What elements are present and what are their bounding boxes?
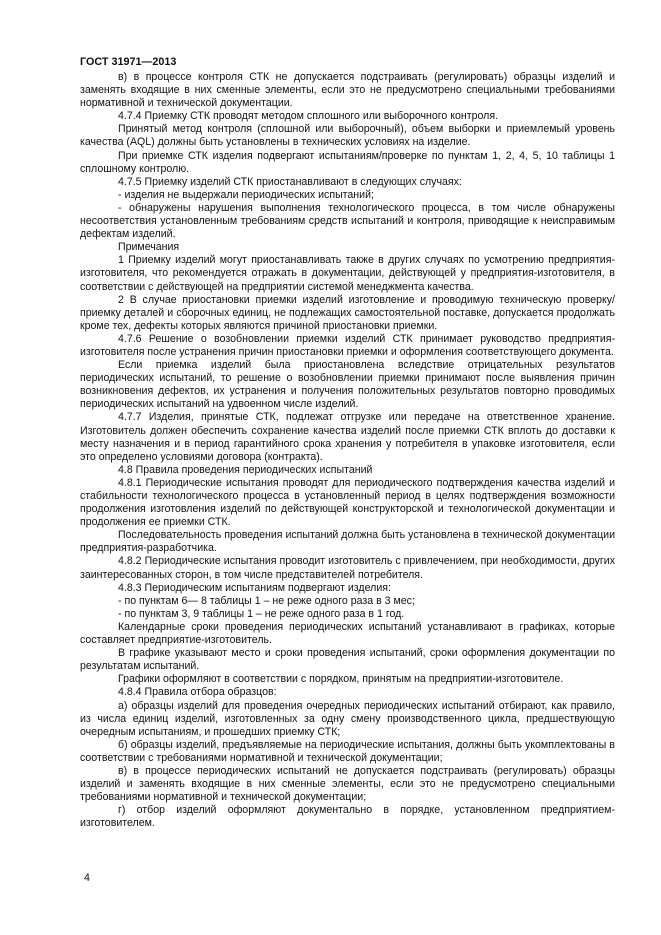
- paragraph: Принятый метод контроля (сплошной или выборочный), объем выборки и приемлемый уровень качества (AQL) должны быть установлены в технических условиях на изделие.: [80, 123, 615, 149]
- paragraph: Последовательность проведения испытаний должна быть установлена в технической документации предприятия-разработчика.: [80, 529, 615, 555]
- paragraph: 4.7.5 Приемку изделий СТК приостанавливают в следующих случаях:: [118, 175, 462, 188]
- list-item: г) отбор изделий оформляют документально в порядке, установленном предприятием-изготовителем.: [80, 804, 615, 830]
- document-header: ГОСТ 31971—2013: [80, 56, 177, 68]
- paragraph: 4.8.3 Периодическим испытаниям подвергают изделия:: [118, 581, 391, 594]
- document-body: [80, 71, 615, 830]
- notes-heading: Примечания: [118, 241, 180, 254]
- paragraph: Календарные сроки проведения периодических испытаний устанавливают в графиках, которые составляет предприятие-изготовитель.: [80, 620, 615, 647]
- paragraph: 4.7.7 Изделия, принятые СТК, подлежат отгрузке или передаче на ответственное хранение. Изготовитель должен обеспечить сохранение качества изделий после приемки СТК вплоть до доставки к месту назначения и в период гарантийного срока хранения у потребителя в упаковке изготовителя, если это определено условиями договора (контракта).: [80, 411, 615, 463]
- paragraph: В графике указывают место и сроки проведения испытаний, сроки оформления документации по результатам испытаний.: [80, 647, 615, 673]
- paragraph: 4.8.1 Периодические испытания проводят для периодического подтверждения качества изделий и стабильности технологического процесса в установленный период в целях подтверждения возможности продолжения изготовления изделий по действующей конструкторской и технологической документации и продолжения ее приемки СТК.: [80, 476, 615, 529]
- paragraph: 4.8.4 Правила отбора образцов:: [118, 686, 277, 699]
- paragraph: в) в процессе контроля СТК не допускается подстраивать (регулировать) образцы изделий и заменять входящие в них сменные элементы, если это не предусмотрено специальными требованиями нормативной и технической документации.: [80, 71, 615, 110]
- list-item: в) в процессе периодических испытаний не допускается подстраивать (регулировать) образцы изделий и заменять входящие в них сменные элементы, если это не предусмотрено специальными требованиями нормативной и технической документации;: [80, 764, 615, 804]
- note-item: 2 В случае приостановки приемки изделий изготовление и проводимую техническую проверку/приемку деталей и сборочных единиц, не подлежащих самостоятельной поставке, допускается продолжать кроме тех, дефекты которых являются причиной приостановки приемки.: [80, 293, 615, 332]
- page-number: 4: [84, 872, 90, 884]
- list-item: б) образцы изделий, предъявляемые на периодические испытания, должны быть укомплектованы в соответствии с требованиями нормативной и технической документации;: [80, 738, 615, 764]
- paragraph: Если приемка изделий была приостановлена вследствие отрицательных результатов периодических испытаний, то решение о возобновлении приемки принимают после выявления причин возникновения дефектов, их устранения и получения положительных результатов повторно проводимых периодических испытаний на удвоенном числе изделий.: [80, 359, 615, 411]
- list-item: - изделия не выдержали периодических испытаний;: [118, 188, 374, 201]
- list-item: - обнаружены нарушения выполнения технологического процесса, в том числе обнаружены несоответствия установленным требованиям средств испытаний и контроля, приводящие к неисправимым дефектам изделий.: [80, 201, 615, 241]
- section-heading: 4.8 Правила проведения периодических испытаний: [118, 463, 373, 476]
- paragraph: 4.7.6 Решение о возобновлении приемки изделий СТК принимает руководство предприятия-изготовителя после устранения причин приостановки приемки и оформления соответствующего документа.: [80, 332, 615, 358]
- note-item: 1 Приемку изделий могут приостанавливать также в других случаях по усмотрению предприятия-изготовителя, что рекомендуется отражать в документации, действующей у предприятия-изготовителя, в соответствии с действующей на предприятии системой менеджмента качества.: [80, 254, 615, 293]
- list-item: а) образцы изделий для проведения очередных периодических испытаний отбирают, как правило, из числа единиц изделий, изготовленных за одну смену производственного цикла, предшествующую очередным испытаниям, и прошедших приемку СТК;: [80, 699, 615, 738]
- paragraph: 4.8.2 Периодические испытания проводит изготовитель с привлечением, при необходимости, других заинтересованных сторон, в том числе представителей потребителя.: [80, 555, 615, 581]
- list-item: - по пунктам 3, 9 таблицы 1 – не реже одного раза в 1 год.: [118, 607, 405, 620]
- paragraph: Графики оформляют в соответствии с порядком, принятым на предприятии-изготовителе.: [118, 673, 564, 686]
- paragraph: При приемке СТК изделия подвергают испытаниям/проверке по пунктам 1, 2, 4, 5, 10 таблицы 1 сплошному контролю.: [80, 149, 615, 175]
- list-item: - по пунктам 6— 8 таблицы 1 – не реже одного раза в 3 мес;: [118, 594, 415, 607]
- paragraph: 4.7.4 Приемку СТК проводят методом сплошного или выборочного контроля.: [118, 110, 499, 123]
